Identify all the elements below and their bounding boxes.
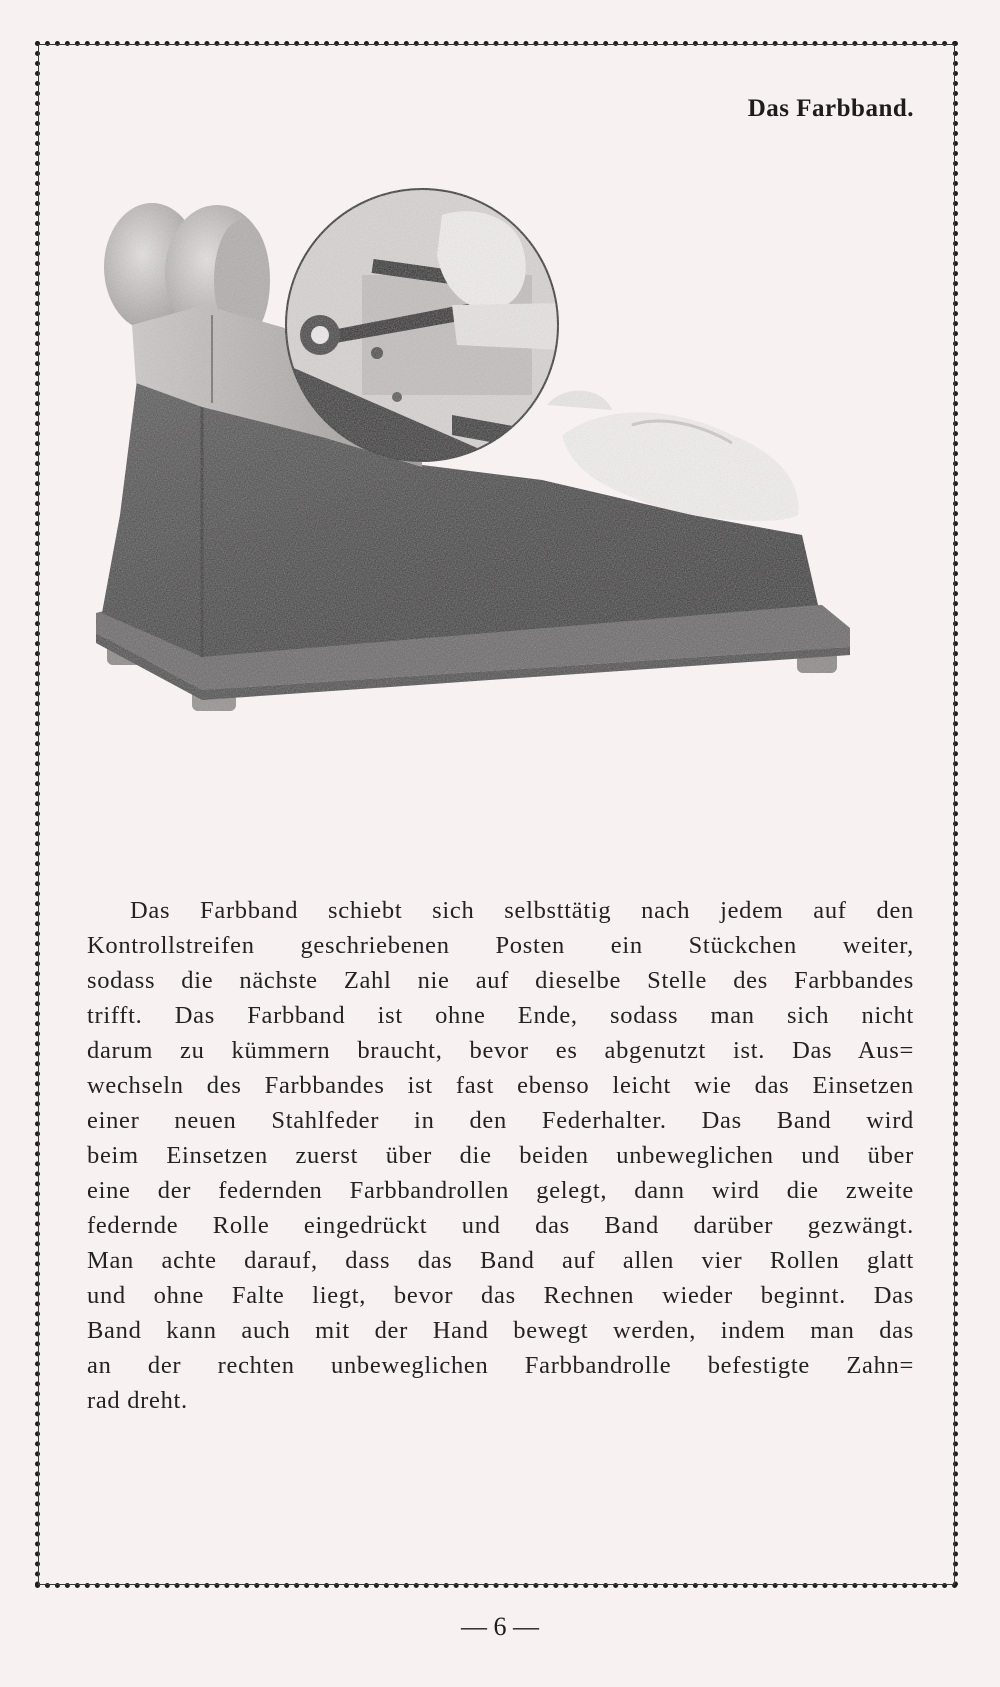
text-line: Man achte darauf, dass das Band auf allen vier Rollen glatt [87, 1247, 914, 1274]
text-line: wechseln des Farbbandes ist fast ebenso leicht wie das Einsetzen [87, 1072, 914, 1099]
text-line: Das Farbband schiebt sich selbsttätig nach jedem auf den [130, 897, 914, 924]
body-text [87, 893, 914, 1418]
text-line: trifft. Das Farbband ist ohne Ende, sodass man sich nicht [87, 1002, 914, 1029]
text-line: Band kann auch mit der Hand bewegt werden, indem man das [87, 1317, 914, 1344]
text-line: rad dreht. [87, 1387, 188, 1414]
machine-illustration [92, 185, 912, 785]
text-line: darum zu kümmern braucht, bevor es abgenutzt ist. Das Aus= [87, 1037, 914, 1064]
text-line: sodass die nächste Zahl nie auf dieselbe Stelle des Farbbandes [87, 967, 914, 994]
text-line: an der rechten unbeweglichen Farbbandrolle befestigte Zahn= [87, 1352, 914, 1379]
text-line: einer neuen Stahlfeder in den Federhalter. Das Band wird [87, 1107, 914, 1134]
text-line: beim Einsetzen zuerst über die beiden unbeweglichen und über [87, 1142, 914, 1169]
page-heading: Das Farbband. [747, 95, 914, 122]
text-line: Kontrollstreifen geschriebenen Posten ein Stückchen weiter, [87, 932, 914, 959]
text-line: und ohne Falte liegt, bevor das Rechnen wieder beginnt. Das [87, 1282, 914, 1309]
text-line: federnde Rolle eingedrückt und das Band darüber gezwängt. [87, 1212, 914, 1239]
page-number: — 6 — [461, 1612, 539, 1641]
text-line: eine der federnden Farbbandrollen gelegt, dann wird die zweite [87, 1177, 914, 1204]
